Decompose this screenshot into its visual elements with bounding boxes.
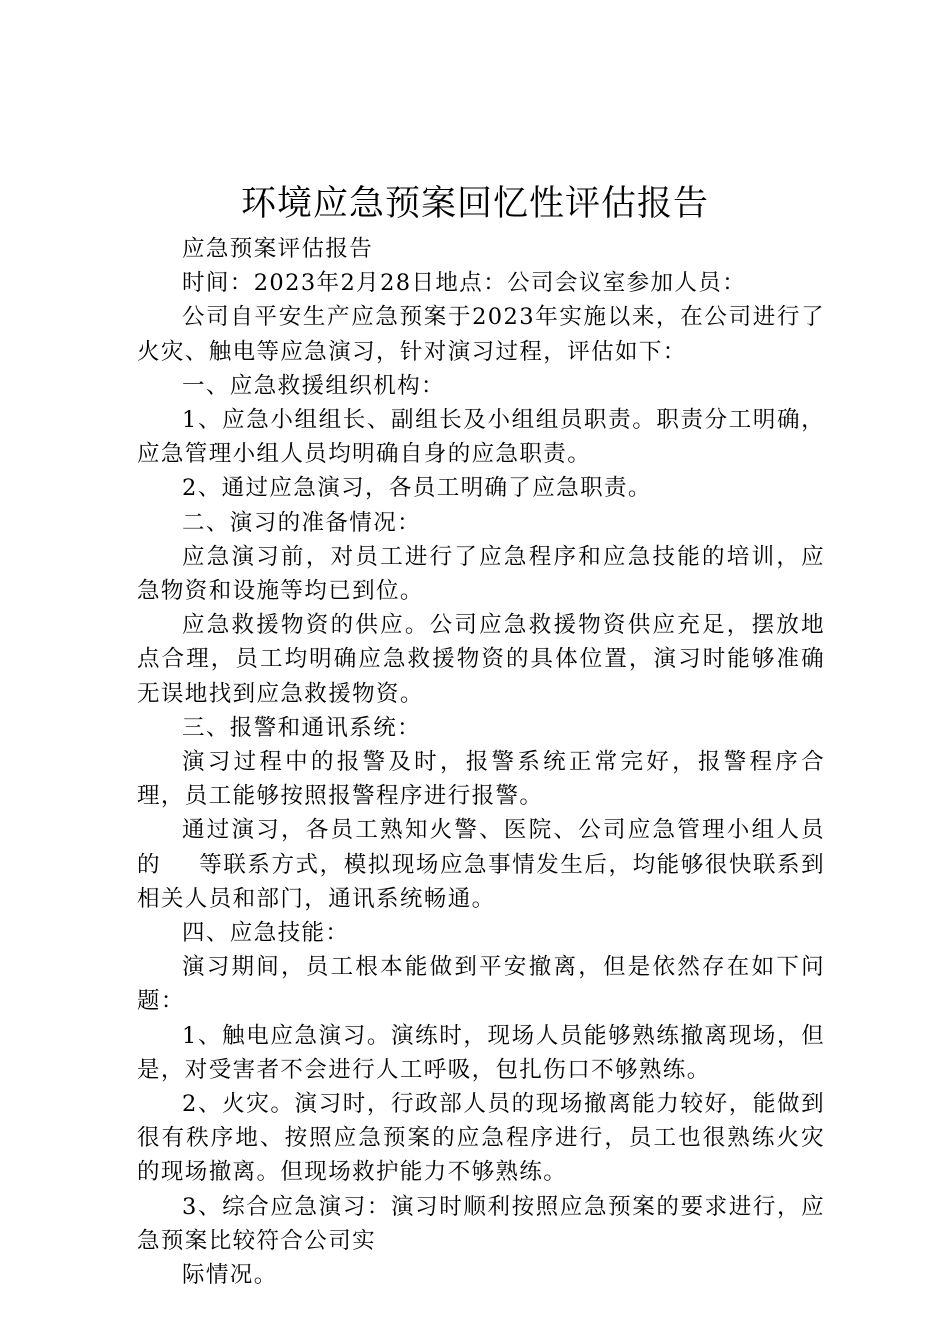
paragraph-skills-intro: 演习期间，员工根本能做到平安撤离，但是依然存在如下问题：	[137, 954, 825, 1015]
contacts-text-after: 等联系方式，模拟现场应急事情发生后，均能够很快联系到相关人员和部门，通讯系统畅通。	[137, 851, 825, 912]
paragraph-intro: 公司自平安生产应急预案于2023年实施以来，在公司进行了火灾、触电等应急演习，针对演习过程，评估如下：	[137, 304, 825, 365]
section-heading-skills: 四、应急技能：	[182, 920, 350, 947]
section-heading-organization: 一、应急救援组织机构：	[182, 372, 445, 399]
document-title: 环境应急预案回忆性评估报告	[240, 184, 709, 224]
paragraph-skills-comprehensive: 3、综合应急演习：演习时顺利按照应急预案的要求进行，应急预案比较符合公司实	[137, 1193, 825, 1254]
paragraph-preparation-supplies: 应急救援物资的供应。公司应急救援物资供应充足，摆放地点合理，员工均明确应急救援物资的具体位置，演习时能够准确无误地找到应急救援物资。	[137, 612, 825, 707]
paragraph-alarm: 演习过程中的报警及时，报警系统正常完好，报警程序合理，员工能够按照报警程序进行报警。	[137, 749, 825, 810]
paragraph-org-item-2: 2、通过应急演习，各员工明确了应急职责。	[182, 475, 652, 502]
paragraph-contacts	[137, 813, 825, 916]
contacts-text-before: 通过演习，各员工熟知火警、医院、公司应急管理小组人员的	[137, 817, 825, 878]
section-heading-alarm: 三、报警和通讯系统：	[182, 714, 422, 741]
paragraph-report-heading: 应急预案评估报告	[182, 236, 374, 262]
document-body	[137, 232, 825, 1292]
paragraph-meeting-info: 时间：2023年2月28日地点：公司会议室参加人员：	[182, 270, 747, 297]
paragraph-skills-fire: 2、火灾。演习时，行政部人员的现场撤离能力较好，能做到很有秩序地、按照应急预案的应急程序进行，员工也很熟练火灾的现场撤离。但现场救护能力不够熟练。	[137, 1091, 825, 1186]
paragraph-preparation-training: 应急演习前，对员工进行了应急程序和应急技能的培训，应急物资和设施等均已到位。	[137, 543, 825, 605]
paragraph-skills-continuation: 际情况。	[182, 1262, 278, 1289]
section-heading-preparation: 二、演习的准备情况：	[182, 509, 422, 536]
paragraph-org-item-1: 1、应急小组组长、副组长及小组组员职责。职责分工明确，应急管理小组人员均明确自身的应急职责。	[137, 407, 825, 468]
paragraph-skills-electric: 1、触电应急演习。演练时，现场人员能够熟练撤离现场，但是，对受害者不会进行人工呼吸，包扎伤口不够熟练。	[137, 1022, 825, 1083]
